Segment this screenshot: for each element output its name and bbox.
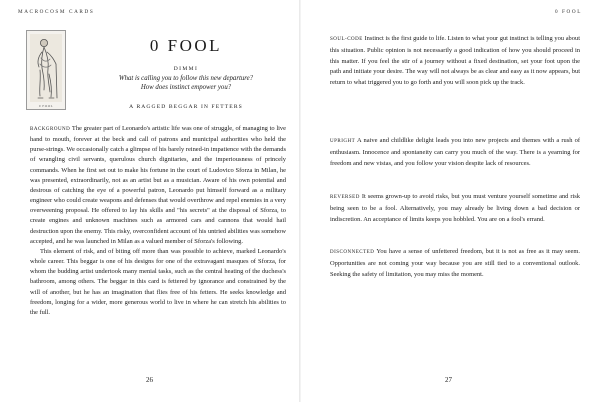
disconnected-section: [330, 247, 580, 280]
upright-section: [330, 136, 580, 169]
page-number-left: 26: [146, 376, 153, 384]
card-title: 0 FOOL: [149, 36, 223, 55]
reversed-section: [330, 192, 580, 225]
beggar-figure-icon: [30, 34, 62, 102]
question-1: What is calling you to follow this new departure?: [118, 75, 254, 82]
background-text: [30, 124, 286, 318]
card-caption: 0 FOOL: [38, 104, 54, 108]
dimmi-heading: DIMMI: [173, 66, 199, 72]
background-paragraph-1: [30, 124, 286, 247]
soul-code-section: [330, 34, 580, 89]
section-label: SOUL-CODE: [330, 37, 363, 42]
background-label: BACKGROUND: [30, 127, 71, 132]
section-text: It seems grown-up to avoid risks, but you must venture yourself sometime and risk being seen to be a fool. Alternatively, you may already be living down a bad decision or indiscretion. An acceptance of limits keeps you hobbled. You are on a fool's errand.: [330, 193, 581, 223]
section-text: Instinct is the first guide to life. Listen to what your gut instinct is telling you about this situation. Public opinion is not necessarily a good indication of how you should proceed in this matter. If you feel the stir of a journey without a fixed destination, set your foot upon the path and initiate your desire. The way will not always be as clear and easy as it now appears, but return to what triggered you to go forth and you will soon pick up the track.: [330, 35, 580, 87]
running-header-right: 0 FOOL: [554, 9, 582, 15]
running-header-left: MACROCOSM CARDS: [18, 9, 95, 15]
background-paragraph-2: This element of risk, and of biting off more than was possible to achieve, marked Leonardo's whole career. This beggar is one of his designs for one of the extravagant masques of Sforza, for whom the budding artist undertook many menial tasks, such as the central heating of the duchess's bathroom, among others. The beggar in this card is fettered by ignorance and constrained by the will of another, but he has an imagination that flies free of his fetters. He seeks knowledge and freedom, longing for a wider, more generous world to live in where he can stretch his abilities to the full.: [30, 247, 286, 316]
section-text: You have a sense of unfettered freedom, but it is not as free as it may seem. Opportunities are not coming your way because you are still tied to a conventional outlook. Seeking the safety of limitation, you may miss the moment.: [330, 248, 580, 278]
page-number-right: 27: [445, 376, 452, 384]
section-label: UPRIGHT: [330, 139, 356, 144]
section-label: REVERSED: [330, 195, 360, 200]
tarot-card-illustration: [26, 30, 66, 110]
card-subtitle: A RAGGED BEGGAR IN FETTERS: [129, 104, 243, 110]
section-label: DISCONNECTED: [330, 250, 375, 255]
section-text: A naive and childlike delight leads you into new projects and themes with a rush of enthusiasm. Innocence and spontaneity can carry you much of the way. There is a yearning for freedom and new vistas, and you follow your vision despite lack of resources.: [330, 137, 580, 167]
background-paragraph-1-text: The greater part of Leonardo's artistic life was one of struggle, of managing to live hand to mouth, forever at the beck and call of patrons and municipal authorities who held the purse-strings. We occasionally catch a glimpse of his barely reined-in impatience with the demands of wrangling civil servants, querulous church dignitaries, and the imperiousness of princely commands. When he first set out to make his fortune in the court of Ludovico Sforza in Milan, he was presented, extraordinarily, not as an artist but as a musician. Aware of his own potential and desirous of catching the eye of a powerful patron, Leonardo put himself forward as a military engineer who could create weapons and defenses that would overthrow and repel enemies in a very overweening proposal. He offered to lay his skills and "his secrets" at the disposal of Sforza, to create engines and unknown machines such as armored cars and cannons that would hail destruction upon the enemy. This risky, overconfident account of his untried abilities was somehow accepted, and he was launched in Milan as a valued member of Sforza's following.: [30, 125, 286, 245]
right-page: [300, 0, 600, 402]
question-2: How does instinct empower you?: [140, 84, 232, 91]
